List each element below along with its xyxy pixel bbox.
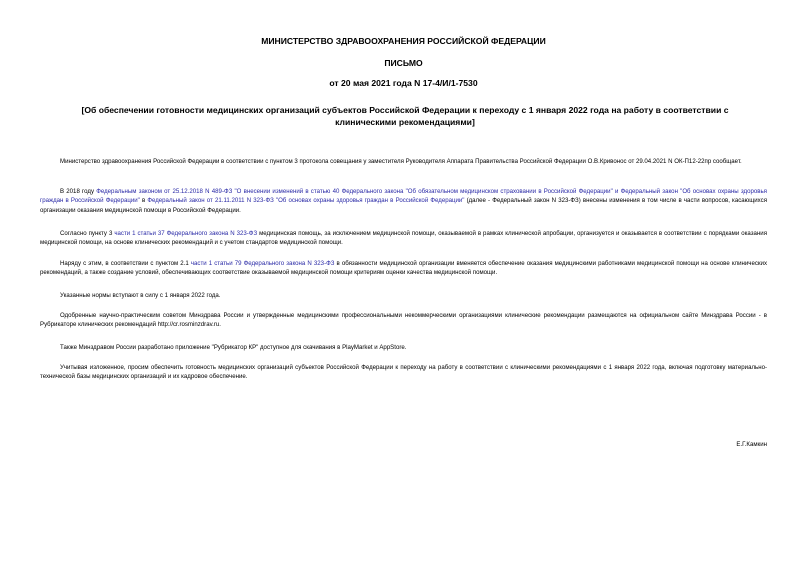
paragraph-text: (далее - Федеральный закон N 323-ФЗ) внесены изменения в том числе в части вопросов, касающихся организации оказания медицинской помощи в Российской Федерации. [40, 197, 767, 214]
paragraph-intro: Министерство здравоохранения Российской Федерации в соответствии с пунктом 3 протокола совещания у заместителя Руководителя Аппарата Правительства Российской Федерации О.В.Кривонос от 29.04.2021 N ОК-П12-22пр сообщает. [60, 158, 742, 165]
paragraph-article-79 [40, 259, 767, 278]
document-date-number: от 20 мая 2021 года N 17-4/И/1-7530 [329, 78, 478, 88]
document-title: [Об обеспечении готовности медицинских организаций субъектов Российской Федерации к переходу с 1 января 2022 года на работу в соответствии с клиническими рекомендациями] [81, 105, 729, 127]
signature: Е.Г.Камкин [736, 441, 767, 448]
law-323-fz-link[interactable]: Федеральный закон от 21.11.2011 N 323-ФЗ "Об основах охраны здоровья граждан в Российской Федерации" [147, 197, 465, 205]
law-489-fz-link[interactable]: Федеральным законом от 25.12.2018 N 489-ФЗ "О внесении изменений в статью 40 Федерального закона "Об обязательном медицинском страховании в Российской Федерации" и Федеральный закон "Об основах охраны здоровья граждан в Российской Федерации" [40, 188, 767, 205]
paragraph-article-37 [40, 229, 767, 248]
document-type: ПИСЬМО [384, 58, 423, 68]
paragraph-text: в [139, 197, 148, 205]
paragraph-effective-date: Указанные нормы вступают в силу с 1 января 2022 года. [60, 292, 221, 299]
paragraph-text: В 2018 году [60, 188, 97, 195]
paragraph-text: медицинская помощь, за исключением медицинской помощи, оказываемой в рамках клинической апробации, организуется и оказывается в соответствии с порядками оказания медицинской помощи, на основе клинических рекомендаций и с учетом стандартов медицинской помощи. [40, 230, 767, 247]
paragraph-app: Также Минздравом России разработано приложение "Рубрикатор КР" доступное для скачивания в PlayMarket и AppStore. [60, 344, 407, 351]
ministry-heading: МИНИСТЕРСТВО ЗДРАВООХРАНЕНИЯ РОССИЙСКОЙ ФЕДЕРАЦИИ [261, 36, 546, 46]
paragraph-text: Согласно пункту 3 [60, 230, 115, 237]
article-37-link[interactable]: части 1 статьи 37 Федерального закона N 323-ФЗ [114, 230, 258, 237]
paragraph-rubricator: Одобренные научно-практическим советом Минздрава России и утвержденные медицинскими профессиональными некоммерческими организациями клинические рекомендации размещаются на официальном сайте Минздрава России - в Рубрикаторе клинических рекомендаций http://cr.rosminzdrav.ru. [40, 312, 767, 329]
paragraph-law-changes [40, 187, 767, 215]
article-79-link[interactable]: части 1 статьи 79 Федерального закона N 323-ФЗ [190, 260, 335, 267]
paragraph-text: Наряду с этим, в соответствии с пунктом 2.1 [60, 260, 191, 267]
paragraph-request: Учитывая изложенное, просим обеспечить готовность медицинских организаций субъектов Российской Федерации к переходу на работу в соответствии с клиническими рекомендациями с 1 января 2022 года, включая подготовку материально-технической базы медицинских организаций и их кадровое обеспечение. [40, 364, 767, 381]
paragraph-text: в обязанности медицинской организации вменяется обеспечение оказания медицинскими работниками медицинской помощи на основе клинических рекомендаций, а также создание условий, обеспечивающих соответствие оказываемой медицинской помощи критериям оценки качества медицинской помощи. [40, 260, 768, 277]
